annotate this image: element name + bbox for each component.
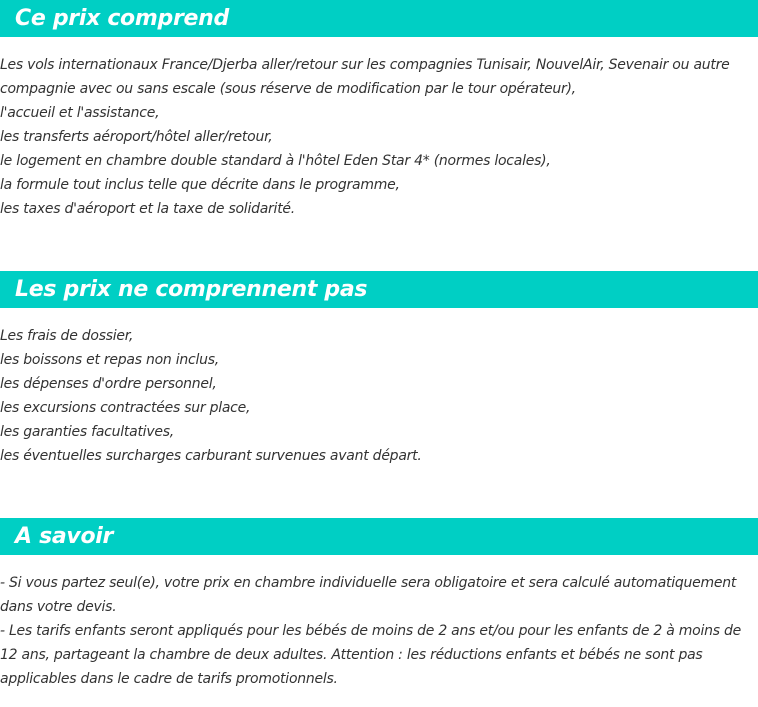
- list-item: les boissons et repas non inclus,: [0, 352, 219, 368]
- list-item: les éventuelles surcharges carburant survenues avant départ.: [0, 448, 422, 464]
- not-included-list: [0, 324, 758, 468]
- list-item: Les vols internationaux France/Djerba aller/retour sur les compagnies Tunisair, NouvelAir, Sevenair ou autre: [0, 57, 730, 73]
- note-single-room: - Si vous partez seul(e), votre prix en chambre individuelle sera obligatoire et sera calculé automatiquement dans votre devis.: [0, 575, 737, 615]
- good-to-know-notes: [0, 571, 758, 691]
- section-title-not-included: Les prix ne comprennent pas: [15, 277, 368, 302]
- list-item: les taxes d'aéroport et la taxe de solidarité.: [0, 201, 295, 217]
- list-item: les excursions contractées sur place,: [0, 400, 251, 416]
- list-item: le logement en chambre double standard à l'hôtel Eden Star 4* (normes locales),: [0, 153, 551, 169]
- section-header-not-included: [0, 271, 758, 308]
- section-title-good-to-know: A savoir: [15, 524, 114, 549]
- list-item: Les frais de dossier,: [0, 328, 134, 344]
- section-header-good-to-know: [0, 518, 758, 555]
- list-item: les transferts aéroport/hôtel aller/retour,: [0, 129, 273, 145]
- included-list: [0, 53, 758, 221]
- list-item: l'accueil et l'assistance,: [0, 105, 160, 121]
- list-item: compagnie avec ou sans escale (sous réserve de modification par le tour opérateur),: [0, 81, 576, 97]
- section-header-included: [0, 0, 758, 37]
- list-item: les garanties facultatives,: [0, 424, 174, 440]
- list-item: les dépenses d'ordre personnel,: [0, 376, 217, 392]
- note-child-rates: - Les tarifs enfants seront appliqués pour les bébés de moins de 2 ans et/ou pour les enfants de 2 à moins de 12 ans, partageant la chambre de deux adultes. Attention : les réductions enfants et bébés ne sont pas applicables dans le cadre de tarifs promotionnels.: [0, 623, 742, 687]
- section-title-included: Ce prix comprend: [15, 6, 229, 31]
- list-item: la formule tout inclus telle que décrite dans le programme,: [0, 177, 400, 193]
